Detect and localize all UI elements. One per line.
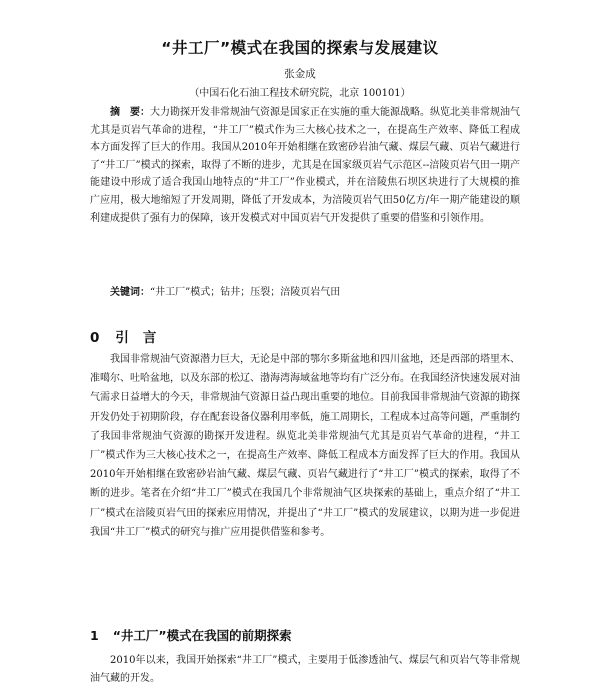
paper-title: “井工厂”模式在我国的探索与发展建议	[161, 39, 439, 57]
section-heading-early-exploration	[90, 626, 292, 644]
abstract	[90, 104, 520, 227]
keywords-text: “井工厂”模式；钻井；压裂；涪陵页岩气田	[150, 287, 341, 298]
section-title: “井工厂”模式在我国的前期探索	[112, 628, 292, 643]
section-title: 引言	[115, 330, 171, 346]
intro-paragraph: 我国非常规油气资源潜力巨大，无论是中部的鄂尔多斯盆地和四川盆地，还是西部的塔里木、准噶尔、吐哈盆地，以及东部的松辽、渤海湾海域盆地等均有广泛分布。在我国经济快速发展对油气需求日益增大的今天，非常规油气资源日益凸现出重要的地位。目前我国非常规油气资源的勘探开发仍处于初期阶段，存在配套设备仪器利用率低，施工周期长，工程成本过高等问题，严重制约了我国非常规油气资源的勘探开发进程。纵览北美非常规油气尤其是页岩气革命的进程，“井工厂”模式作为三大核心技术之一，在提高生产效率、降低工程成本方面发挥了巨大的作用。我国从2010年开始相继在致密砂岩油气藏、煤层气藏、页岩气藏进行了“井工厂”模式的探索，取得了不断的进步。笔者在介绍“井工厂”模式在我国几个非常规油气区块探索的基础上，重点介绍了“井工厂”模式在涪陵页岩气田的探索应用情况，并提出了“井工厂”模式的发展建议，以期为进一步促进我国“井工厂”模式的研究与推广应用提供借鉴和参考。	[90, 354, 520, 538]
section1-paragraph: 2010年以来，我国开始探索“井工厂”模式，主要用于低渗透油气、煤层气和页岩气等非常规油气藏的开发。	[90, 655, 520, 684]
keywords	[110, 283, 520, 298]
author-name: 张金成	[284, 68, 316, 80]
section-number: 1	[90, 628, 99, 643]
abstract-label: 摘 要：	[110, 107, 150, 118]
author-affiliation: （中国石化石油工程技术研究院，北京 100101）	[189, 88, 411, 99]
abstract-text: 大力勘探开发非常规油气资源是国家正在实施的重大能源战略。纵览北美非常规油气尤其是页岩气革命的进程，“井工厂”模式作为三大核心技术之一，在提高生产效率、降低工程成本方面发挥了巨大的作用。我国从2010年开始相继在致密砂岩油气藏、煤层气藏、页岩气藏进行了“井工厂”模式的探索，取得了不断的进步，尤其是在国家级页岩气示范区--涪陵页岩气田一期产能建设中形成了适合我国山地特点的“井工厂”作业模式，并在涪陵焦石坝区块进行了大规模的推广应用，极大地缩短了开发周期，降低了开发成本，为涪陵页岩气田50亿方/年一期产能建设的顺利建成提供了强有力的保障，该开发模式对中国页岩气开发提供了重要的借鉴和引领作用。	[90, 107, 520, 224]
section-heading-introduction	[90, 326, 170, 346]
section-number: 0	[90, 330, 100, 346]
keywords-label: 关键词：	[110, 287, 150, 298]
